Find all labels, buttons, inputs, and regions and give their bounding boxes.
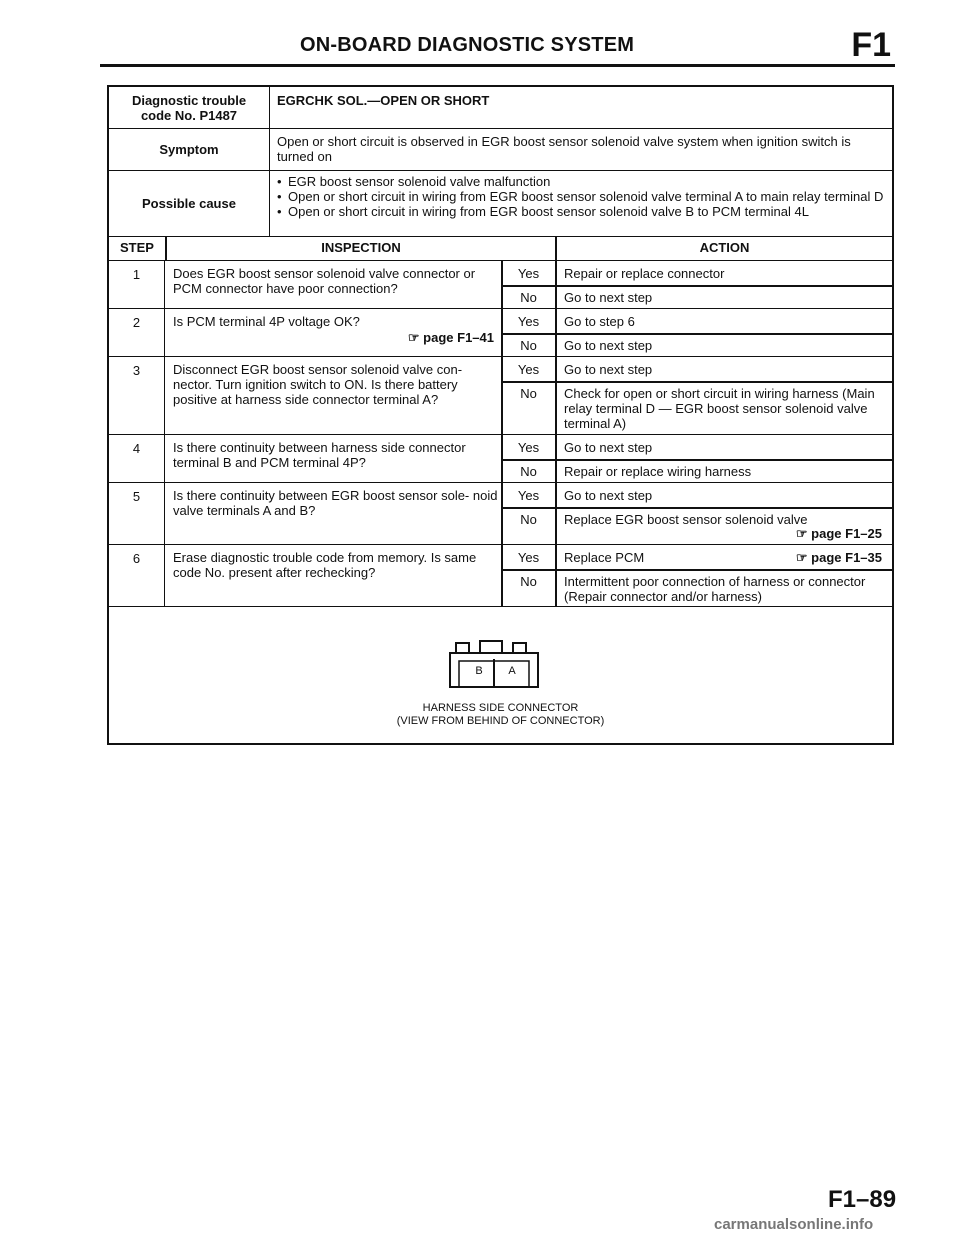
sub-divider	[502, 381, 892, 383]
sub-divider	[502, 507, 892, 509]
step-number: 6	[109, 545, 165, 606]
step-number: 3	[109, 357, 165, 434]
yes-label: Yes	[517, 362, 540, 377]
no-action: Repair or replace wiring harness	[564, 464, 752, 479]
possible-cause-row	[109, 171, 892, 237]
cause-item: • Open or short circuit in wiring from EGR boost sensor solenoid valve terminal A to main relay terminal D	[277, 189, 884, 204]
inspection-text: Disconnect EGR boost sensor solenoid valve con- nector. Turn ignition switch to ON. Is there battery positive at harness side connector terminal A?	[173, 362, 463, 407]
yes-action: Go to next step	[564, 440, 653, 455]
no-label: No	[520, 338, 537, 353]
inspection-text: Does EGR boost sensor solenoid valve connector or PCM connector have poor connection?	[173, 266, 476, 296]
no-action: Check for open or short circuit in wiring harness (Main relay terminal D — EGR boost sensor solenoid valve terminal A)	[564, 386, 875, 431]
sub-divider	[502, 459, 892, 461]
possible-cause-label: Possible cause	[109, 171, 270, 236]
dtc-label: Diagnostic trouble code No. P1487	[109, 87, 270, 128]
yes-action-wrap	[564, 550, 882, 565]
page-number: F1–89	[828, 1186, 897, 1213]
header-rule	[100, 64, 895, 67]
no-label: No	[520, 290, 537, 305]
cause-item: • EGR boost sensor solenoid valve malfunction	[277, 174, 884, 189]
action-header: ACTION	[699, 240, 750, 255]
inspection-text: Erase diagnostic trouble code from memory. Is same code No. present after rechecking?	[173, 550, 477, 580]
step-row	[109, 309, 892, 357]
possible-cause-list	[277, 174, 884, 219]
yes-label: Yes	[517, 440, 540, 455]
yes-action: Repair or replace connector	[564, 266, 725, 281]
watermark: carmanualsonline.info	[714, 1216, 874, 1233]
yes-action: Go to next step	[564, 362, 653, 377]
no-action: Go to next step	[564, 290, 653, 305]
page-title: ON-BOARD DIAGNOSTIC SYSTEM	[300, 34, 635, 56]
diagram-caption-line2: (VIEW FROM BEHIND OF CONNECTOR)	[396, 715, 605, 727]
sub-divider	[502, 333, 892, 335]
no-action: Intermittent poor connection of harness or connector (Repair connector and/or harness)	[564, 574, 866, 604]
symptom-label: Symptom	[109, 129, 270, 170]
symptom-value: Open or short circuit is observed in EGR boost sensor solenoid valve system when ignition switch is turned on	[277, 134, 851, 164]
col-divider	[555, 357, 557, 434]
dtc-value: EGRCHK SOL.—OPEN OR SHORT	[277, 93, 490, 108]
col-divider	[555, 483, 557, 544]
inspection-text: Is PCM terminal 4P voltage OK?	[173, 314, 360, 329]
inspection-header: INSPECTION	[321, 240, 401, 255]
step-number: 1	[109, 261, 165, 308]
step-row	[109, 261, 892, 309]
no-label: No	[520, 386, 537, 401]
no-action: Replace EGR boost sensor solenoid valve	[564, 512, 808, 527]
yes-label: Yes	[517, 266, 540, 281]
inspection-text: Is there continuity between EGR boost sensor sole- noid valve terminals A and B?	[173, 488, 498, 518]
step-row	[109, 483, 892, 545]
inspection-text: Is there continuity between harness side connector terminal B and PCM terminal 4P?	[173, 440, 466, 470]
connector-graphic	[109, 607, 892, 707]
step-row	[109, 545, 892, 607]
page-reference: ☞ page F1–41	[407, 330, 494, 345]
yes-label: Yes	[517, 550, 540, 565]
step-number: 4	[109, 435, 165, 482]
page-reference: ☞ page F1–25	[795, 526, 882, 541]
col-divider	[555, 545, 557, 606]
sub-divider	[502, 285, 892, 287]
step-header: STEP	[120, 240, 154, 255]
step-number: 2	[109, 309, 165, 356]
terminal-a-label: A	[508, 665, 516, 677]
cause-item: • Open or short circuit in wiring from EGR boost sensor solenoid valve B to PCM terminal 4L	[277, 204, 884, 219]
sub-divider	[502, 569, 892, 571]
connector-diagram	[109, 607, 892, 745]
no-label: No	[520, 574, 537, 589]
terminal-b-label: B	[475, 665, 483, 677]
yes-label: Yes	[517, 314, 540, 329]
page-reference: ☞ page F1–35	[795, 550, 882, 565]
symptom-row	[109, 129, 892, 171]
no-action: Go to next step	[564, 338, 653, 353]
table-header-row	[109, 237, 892, 261]
step-number: 5	[109, 483, 165, 544]
page-header	[100, 28, 895, 68]
step-row	[109, 435, 892, 483]
dtc-row	[109, 87, 892, 129]
yes-action: Go to next step	[564, 488, 653, 503]
no-label: No	[520, 464, 537, 479]
yes-action: Replace PCM	[564, 550, 645, 565]
diagnostic-table	[107, 85, 894, 745]
step-row	[109, 357, 892, 435]
no-label: No	[520, 512, 537, 527]
yes-label: Yes	[517, 488, 540, 503]
diagram-caption-line1: HARNESS SIDE CONNECTOR	[422, 702, 579, 714]
yes-action: Go to step 6	[564, 314, 635, 329]
section-code: F1	[851, 26, 891, 64]
